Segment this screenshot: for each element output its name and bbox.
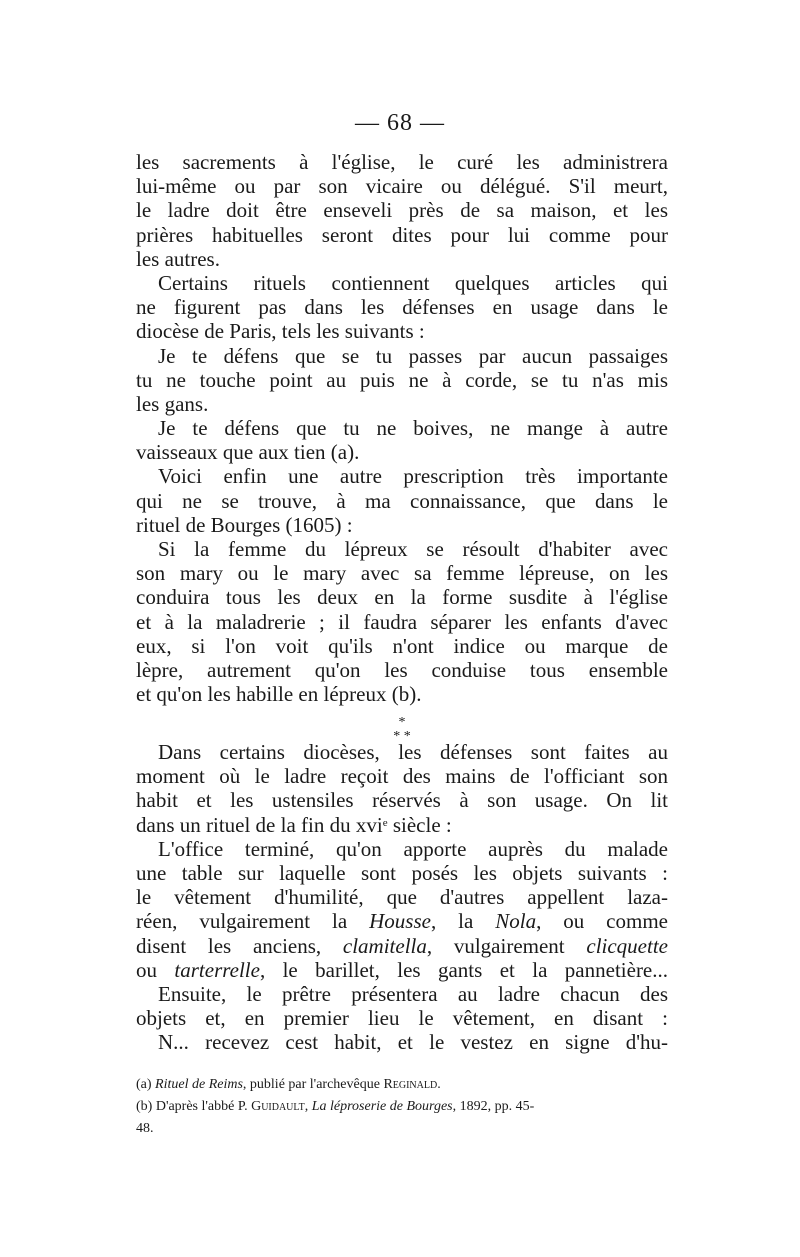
text-line: tu ne touche point au puis ne à corde, se tu n'as mis <box>136 367 668 392</box>
body-text <box>136 150 669 1055</box>
line-fragment: , ou comme <box>536 909 668 934</box>
text-line: Ensuite, le prêtre présentera au ladre chacun des <box>158 981 668 1006</box>
text-line: Dans certains diocèses, les défenses sont faites au <box>158 740 668 764</box>
footnote-text: , <box>304 1099 312 1114</box>
text-line: lèpre, autrement qu'on les conduise tous ensemble <box>136 657 668 682</box>
footnote-text: . <box>437 1077 441 1092</box>
text-line: le ladre doit être enseveli près de sa maison, et les <box>136 198 668 223</box>
text-line <box>136 909 668 933</box>
text-line: Voici enfin une autre prescription très importante <box>158 464 668 489</box>
text-line: N... recevez cest habit, et le vestez en signe d'hu- <box>158 1030 668 1055</box>
page-number: — 68 — <box>355 110 445 136</box>
text-line: objets et, en premier lieu le vêtement, en disant : <box>136 1006 668 1031</box>
text-line: le vêtement d'humilité, que d'autres appellent laza- <box>136 885 668 910</box>
asterism-top: * <box>398 715 406 730</box>
text-line: prières habituelles seront dites pour lui comme pour <box>136 222 668 247</box>
footnote-author: Reginald <box>383 1077 438 1092</box>
text-line: diocèse de Paris, tels les suivants : <box>136 319 425 344</box>
text-line: rituel de Bourges (1605) : <box>136 512 353 537</box>
italic-term: Nola <box>495 909 537 934</box>
text-line: Certains rituels contiennent quelques articles qui <box>158 270 668 295</box>
text-line: lui-même ou par son vicaire ou délégué. S'il meurt, <box>136 174 668 199</box>
text-line: Si la femme du lépreux se résoult d'habiter avec <box>158 537 668 561</box>
superscript: e <box>382 816 388 829</box>
text-line <box>136 934 668 958</box>
text-line: Je te défens que tu ne boives, ne mange à autre <box>158 416 668 441</box>
footnote-b <box>136 1096 670 1118</box>
text-line: moment où le ladre reçoit des mains de l'officiant son <box>136 764 668 789</box>
text-line: vaisseaux que aux tien (a). <box>136 440 360 465</box>
line-fragment: , la <box>430 909 496 934</box>
line-fragment: siècle : <box>387 812 452 837</box>
footnote-b-continuation: 48. <box>136 1121 154 1136</box>
text-line: ne figurent pas dans les défenses en usage dans le <box>136 295 668 320</box>
text-line: son mary ou le mary avec sa femme lépreuse, on les <box>136 561 668 586</box>
text-line: les sacrements à l'église, le curé les administrera <box>136 150 668 174</box>
italic-term: Housse <box>369 909 431 934</box>
footnote-title: La léproserie de Bourges <box>311 1099 453 1114</box>
text-line: L'office terminé, qu'on apporte auprès du malade <box>158 836 668 861</box>
text-line: eux, si l'on voit qu'ils n'ont indice ou marque de <box>136 633 668 658</box>
italic-term: clicquette <box>586 933 668 958</box>
text-line: une table sur laquelle sont posés les objets suivants : <box>136 860 668 885</box>
asterism-bottom: * * <box>393 729 411 744</box>
footnote-title: Rituel de Reims <box>155 1077 243 1092</box>
text-line: les gans. <box>136 391 209 416</box>
italic-term: clamitella <box>342 933 427 958</box>
text-line: qui ne se trouve, à ma connaissance, que dans le <box>136 488 668 513</box>
italic-term: tarterrelle <box>174 957 260 982</box>
section-text <box>136 740 668 1054</box>
line-fragment: , vulgairement <box>426 933 587 958</box>
text-line <box>136 813 668 837</box>
text-line: habit et les ustensiles réservés à son usage. On lit <box>136 788 668 813</box>
footnote-marker: (a) <box>136 1077 152 1092</box>
footnote-marker: (b) <box>136 1099 153 1114</box>
line-fragment: dans un rituel de la fin du xvi <box>136 812 383 837</box>
footnotes <box>136 1074 670 1140</box>
text-line: et à la maladrerie ; il faudra séparer les enfants d'avec <box>136 609 668 634</box>
line-fragment: disent les anciens, <box>136 933 343 958</box>
footnote-text: D'après l'abbé P. <box>152 1099 252 1114</box>
text-line: les autres. <box>136 246 220 271</box>
footnote-a <box>136 1074 670 1096</box>
footnote-author: Guidault <box>251 1099 305 1114</box>
line-fragment: , le barillet, les gants et la pannetière... <box>259 957 669 982</box>
text-line: Je te défens que se tu passes par aucun passaiges <box>158 343 668 368</box>
line-fragment: réen, vulgairement la <box>136 909 370 934</box>
text-line: conduira tous les deux en la forme susdite à l'église <box>136 585 668 610</box>
footnote-text: , 1892, pp. 45- <box>452 1099 535 1114</box>
text-line: et qu'on les habille en lépreux (b). <box>136 682 422 707</box>
text-line <box>136 958 668 982</box>
line-fragment: ou <box>136 957 175 982</box>
footnote-text: , publié par l'archevêque <box>242 1077 384 1092</box>
